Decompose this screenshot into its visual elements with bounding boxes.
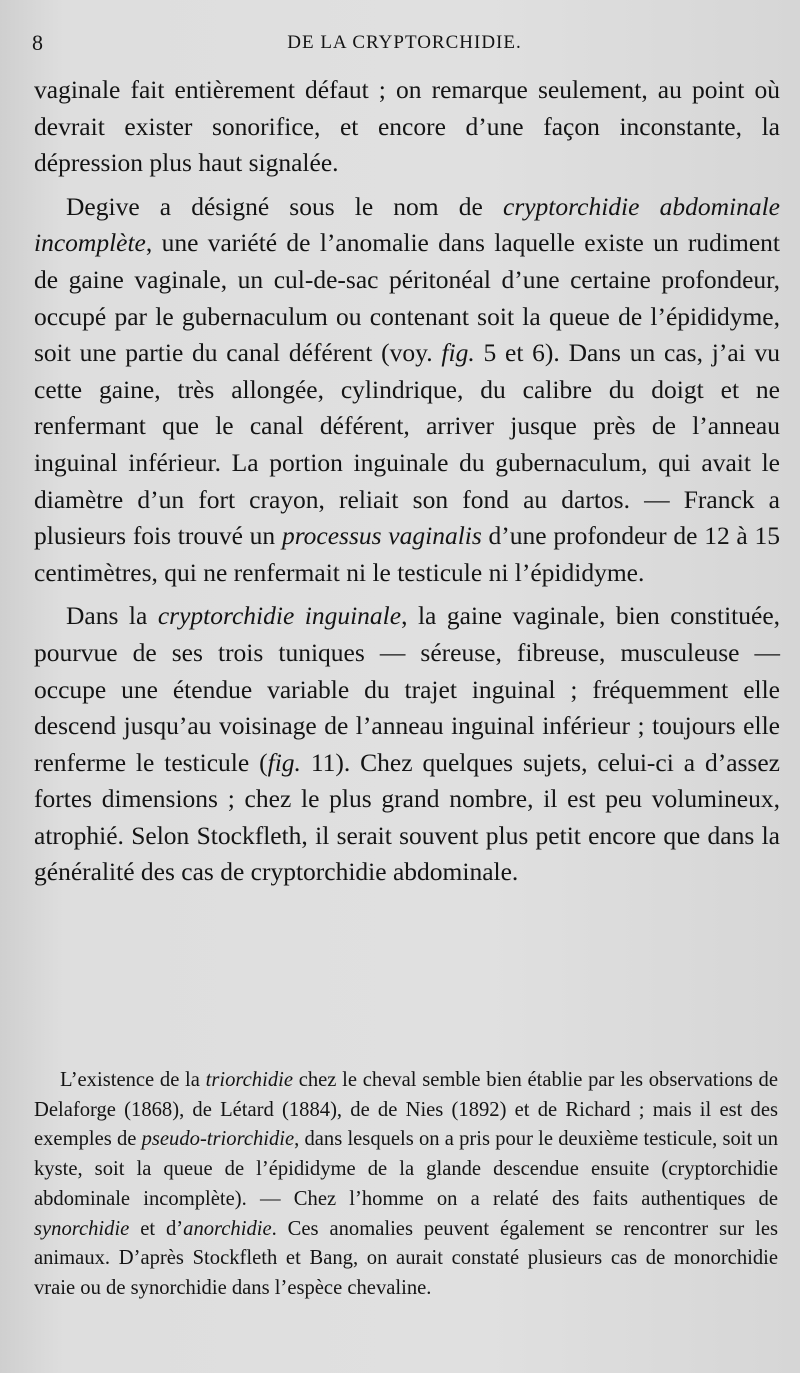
footnote-text: . Ces anomalies peuvent également se rencontrer sur les animaux. D’après Stockfleth et Bang, on aurait constaté plusieurs cas de monorchidie vraie ou de synorchidie dans l’espèce chevaline. bbox=[34, 1217, 778, 1299]
paragraph-1-text: vaginale fait entièrement défaut ; on remarque seulement, au point où devrait exister sonorifice, et encore d’une façon inconstante, la dépression plus haut signalée. bbox=[34, 75, 780, 178]
paragraph-3 bbox=[34, 598, 780, 891]
paragraph-2-text: 5 et 6). Dans un cas, j’ai vu cette gaine, très allongée, cylindrique, du calibre du doigt et ne renfermant que le canal déférent, arriver jusque près de l’anneau inguinal inférieur. La portion inguinale du gubernaculum, qui avait le diamètre d’un fort crayon, reliait son fond au dartos. — Franck a plusieurs fois trouvé un bbox=[34, 338, 780, 551]
paragraph-3-text: Dans la bbox=[66, 601, 158, 631]
footnote bbox=[34, 1066, 778, 1304]
footnote-paragraph bbox=[34, 1066, 778, 1304]
page-header bbox=[32, 30, 777, 60]
running-title: DE LA CRYPTORCHIDIE. bbox=[287, 32, 522, 53]
footnote-text: et d’ bbox=[129, 1217, 184, 1240]
italic-term: cryptorchidie abdominale incomplète bbox=[34, 191, 780, 258]
paragraph-3-text: 11). Chez quelques sujets, celui-ci a d’assez fortes dimensions ; chez le plus grand nombre, il est peu volumineux, atrophié. Selon Stockfleth, il serait souvent plus petit encore que dans la généralité des cas de cryptorchidie abdominale. bbox=[34, 747, 780, 887]
italic-term: cryptorchidie inguinale bbox=[157, 601, 402, 631]
paragraph-2 bbox=[34, 189, 780, 592]
page-number: 8 bbox=[32, 30, 43, 55]
italic-term: synorchidie bbox=[34, 1217, 130, 1240]
italic-term: pseudo-triorchidie bbox=[141, 1128, 295, 1151]
paragraph-3-text: , la gaine vaginale, bien constituée, pourvue de ses trois tuniques — séreuse, fibreuse, musculeuse — occupe une étendue variable du trajet inguinal ; fréquemment elle descend jusqu’au voisinage de l’anneau inguinal inférieur ; toujours elle renferme le testicule ( bbox=[34, 601, 781, 777]
figure-reference: fig. bbox=[441, 338, 475, 368]
figure-reference: fig. bbox=[267, 747, 301, 777]
footnote-text: chez le cheval semble bien établie par les observations de Delaforge (1868), de Létard (1884), de de Nies (1892) et de Richard ; mais il est des exemples de bbox=[34, 1069, 778, 1151]
paragraph-2-text: , une variété de l’anomalie dans laquelle existe un rudiment de gaine vaginale, un cul-de-sac péritonéal d’une certaine profondeur, occupé par le gubernaculum ou contenant soit la queue de l’épididyme, soit une partie du canal déférent (voy. bbox=[34, 228, 780, 368]
main-text bbox=[34, 72, 780, 891]
paragraph-1 bbox=[34, 72, 780, 182]
italic-term: anorchidie bbox=[183, 1217, 272, 1240]
paragraph-2-text: d’une profondeur de 12 à 15 centimètres, qui ne renfermait ni le testicule ni l’épididyme. bbox=[34, 521, 780, 587]
italic-term: triorchidie bbox=[205, 1069, 293, 1091]
italic-term: processus vaginalis bbox=[281, 521, 482, 551]
footnote-text: L’existence de la bbox=[60, 1069, 206, 1091]
footnote-text: , dans lesquels on a pris pour le deuxième testicule, soit un kyste, soit la queue de l’épididyme de la glande descendue ensuite (cryptorchidie abdominale incomplète). — Chez l’homme on a relaté des faits authentiques de bbox=[34, 1128, 778, 1210]
paragraph-2-text: Degive a désigné sous le nom de bbox=[66, 191, 503, 221]
